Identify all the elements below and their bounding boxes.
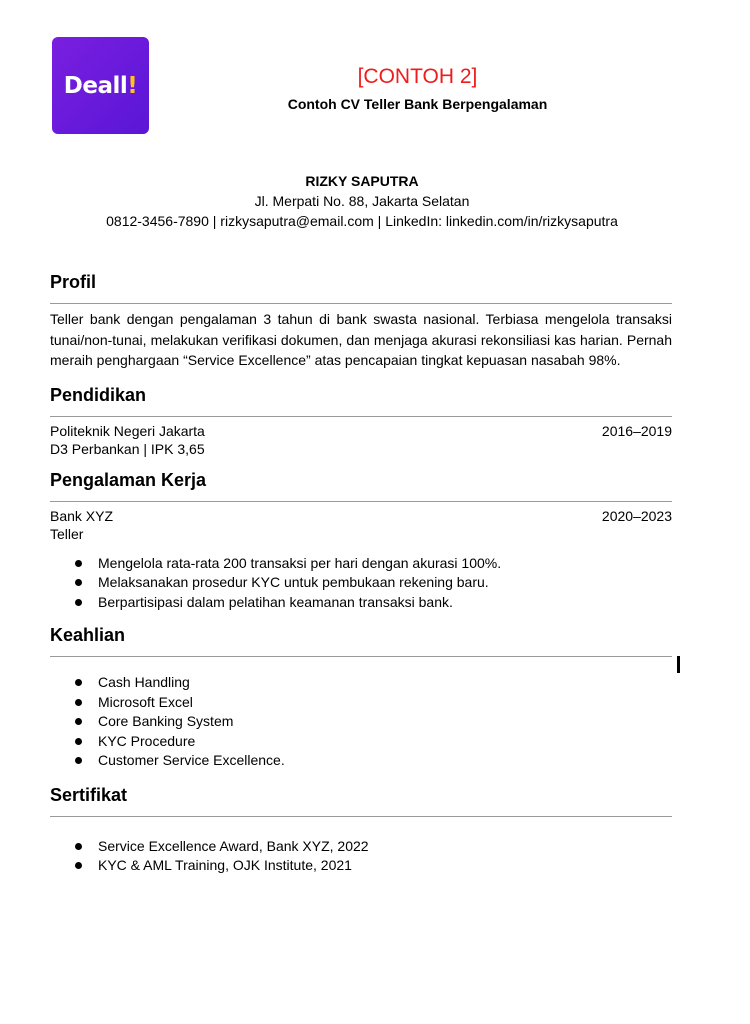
list-item-text: KYC & AML Training, OJK Institute, 2021 bbox=[98, 857, 352, 873]
profil-text: Teller bank dengan pengalaman 3 tahun di bank swasta nasional. Terbiasa mengelola transaksi tunai/non-tunai, melakukan verifikasi dokumen, dan menjaga akurasi rekonsiliasi kas harian. Pernah meraih penghargaan “Service Excellence” atas pencapaian tingkat kepuasan nasabah 98%. bbox=[50, 311, 672, 368]
bullet-icon bbox=[75, 757, 82, 764]
list-item-text: Core Banking System bbox=[98, 713, 234, 729]
list-item bbox=[50, 593, 672, 613]
candidate-address: Jl. Merpati No. 88, Jakarta Selatan bbox=[254, 193, 470, 209]
skills-bullet-list bbox=[50, 673, 672, 771]
list-item-text: Service Excellence Award, Bank XYZ, 2022 bbox=[98, 837, 369, 854]
text-cursor-icon bbox=[677, 656, 680, 673]
experience-period: 2020–2023 bbox=[601, 507, 672, 524]
experience-role: Teller bbox=[50, 525, 84, 542]
deall-logo bbox=[52, 37, 149, 134]
candidate-name: RIZKY SAPUTRA bbox=[305, 173, 419, 189]
section-title-pendidikan: Pendidikan bbox=[50, 384, 147, 405]
cv-content bbox=[50, 270, 672, 876]
list-item bbox=[50, 712, 672, 732]
list-item-text: Microsoft Excel bbox=[98, 693, 193, 710]
logo-text-accent: ! bbox=[127, 72, 138, 99]
education-period: 2016–2019 bbox=[601, 422, 672, 439]
list-item-text: Melaksanakan prosedur KYC untuk pembukaan rekening baru. bbox=[98, 574, 489, 590]
list-item bbox=[50, 693, 672, 713]
bullet-icon bbox=[75, 599, 82, 606]
section-divider bbox=[50, 501, 672, 502]
list-item bbox=[50, 856, 672, 876]
list-item bbox=[50, 751, 672, 771]
logo-text-main: Deall bbox=[63, 72, 128, 99]
logo-wordmark bbox=[64, 73, 137, 99]
section-pengalaman-kerja bbox=[50, 468, 672, 613]
list-item-text: Mengelola rata-rata 200 transaksi per hari dengan akurasi 100%. bbox=[98, 554, 502, 571]
experience-row bbox=[50, 507, 672, 525]
section-title-keahlian: Keahlian bbox=[50, 625, 126, 645]
section-title-sertifikat: Sertifikat bbox=[50, 784, 128, 805]
education-degree: D3 Perbankan | IPK 3,65 bbox=[50, 440, 205, 457]
list-item bbox=[50, 573, 672, 593]
list-item bbox=[50, 837, 672, 857]
list-item bbox=[50, 732, 672, 752]
section-title-pengalaman-kerja: Pengalaman Kerja bbox=[50, 469, 207, 490]
experience-company: Bank XYZ bbox=[50, 507, 114, 524]
bullet-icon bbox=[75, 699, 82, 706]
document-label: [CONTOH 2] bbox=[357, 65, 478, 88]
certificate-bullet-list bbox=[50, 837, 672, 876]
list-item-text: KYC Procedure bbox=[98, 732, 196, 749]
list-item bbox=[50, 673, 672, 693]
section-divider bbox=[50, 416, 672, 417]
section-divider bbox=[50, 816, 672, 817]
experience-bullet-list bbox=[50, 554, 672, 613]
section-title-profil: Profil bbox=[50, 272, 97, 292]
bullet-icon bbox=[75, 738, 82, 745]
section-divider bbox=[50, 656, 672, 657]
list-item-text: Customer Service Excellence. bbox=[98, 752, 285, 768]
list-item bbox=[50, 554, 672, 574]
section-divider bbox=[50, 303, 672, 304]
bullet-icon bbox=[75, 579, 82, 586]
section-keahlian bbox=[50, 623, 672, 771]
section-pendidikan bbox=[50, 383, 672, 458]
candidate-contact-details: 0812-3456-7890 | rizkysaputra@email.com | LinkedIn: linkedin.com/in/rizkysaputra bbox=[106, 213, 618, 229]
list-item-text: Cash Handling bbox=[98, 674, 190, 690]
section-profil bbox=[50, 270, 672, 371]
bullet-icon bbox=[75, 862, 82, 869]
document-subtitle: Contoh CV Teller Bank Berpengalaman bbox=[287, 96, 548, 112]
bullet-icon bbox=[75, 843, 82, 850]
bullet-icon bbox=[75, 560, 82, 567]
contact-block bbox=[52, 171, 672, 231]
education-row bbox=[50, 422, 672, 440]
list-item-text: Berpartisipasi dalam pelatihan keamanan transaksi bank. bbox=[98, 593, 453, 610]
section-sertifikat bbox=[50, 783, 672, 876]
bullet-icon bbox=[75, 679, 82, 686]
education-institution: Politeknik Negeri Jakarta bbox=[50, 422, 205, 439]
bullet-icon bbox=[75, 718, 82, 725]
